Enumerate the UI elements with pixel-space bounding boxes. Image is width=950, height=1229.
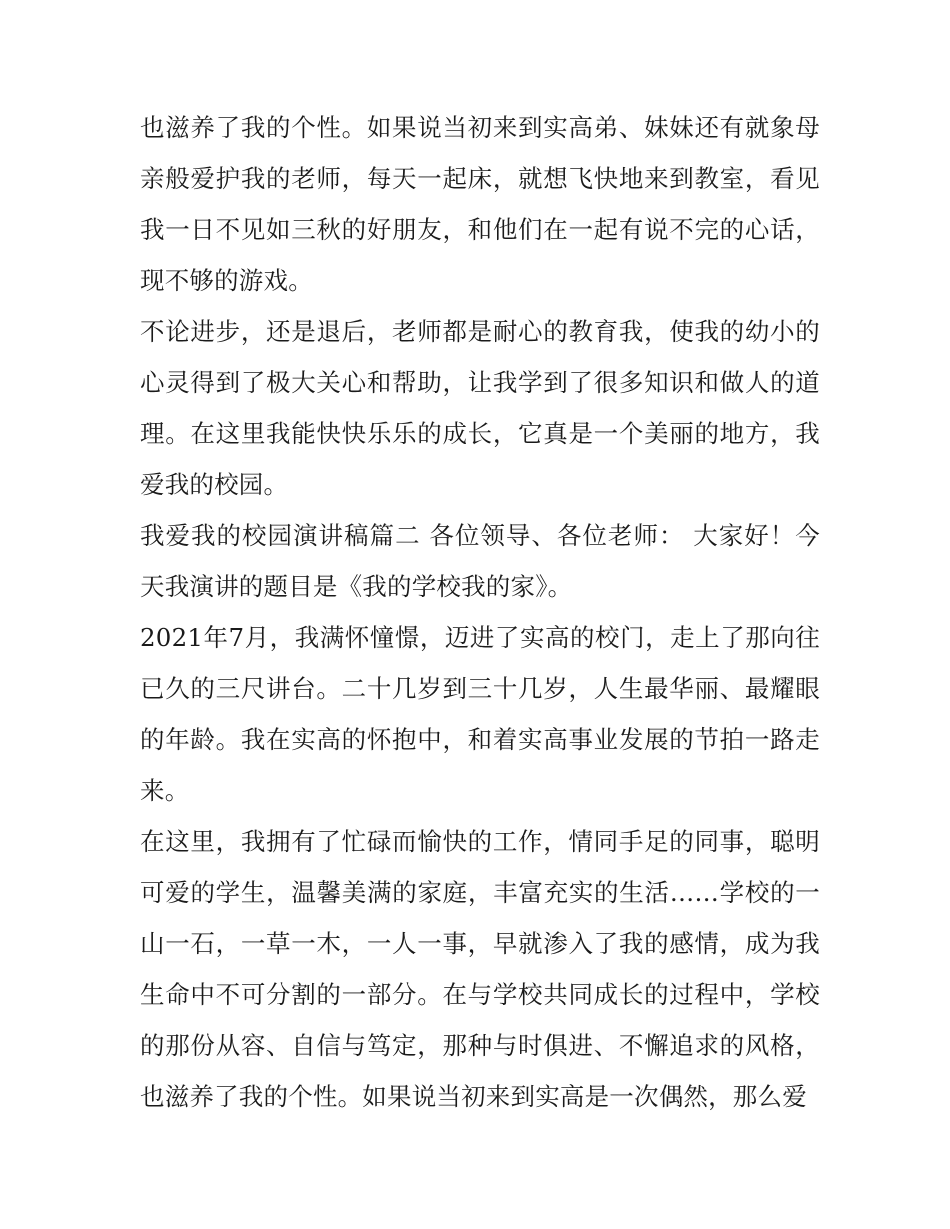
document-body	[140, 102, 820, 1122]
paragraph-1: 也滋养了我的个性。如果说当初来到实高弟、妹妹还有就象母亲般爱护我的老师，每天一起床，就想飞快地来到教室，看见我一日不见如三秋的好朋友，和他们在一起有说不完的心话，现不够的游戏。	[140, 113, 820, 295]
paragraph-4: 2021年7月，我满怀憧憬，迈进了实高的校门，走上了那向往已久的三尺讲台。二十几岁到三十几岁，人生最华丽、最耀眼的年龄。我在实高的怀抱中，和着实高事业发展的节拍一路走来。	[140, 623, 820, 805]
paragraph-2: 不论进步，还是退后，老师都是耐心的教育我，使我的幼小的心灵得到了极大关心和帮助，让我学到了很多知识和做人的道理。在这里我能快快乐乐的成长，它真是一个美丽的地方，我爱我的校园。	[140, 317, 820, 499]
paragraph-5: 在这里，我拥有了忙碌而愉快的工作，情同手足的同事，聪明可爱的学生，温馨美满的家庭，丰富充实的生活……学校的一山一石，一草一木，一人一事，早就渗入了我的感情，成为我生命中不可分割的一部分。在与学校共同成长的过程中，学校的那份从容、自信与笃定，那种与时俱进、不懈追求的风格，也滋养了我的个性。如果说当初来到实高是一次偶然，那么爱	[140, 827, 820, 1111]
paragraph-3: 我爱我的校园演讲稿篇二 各位领导、各位老师： 大家好！今天我演讲的题目是《我的学校我的家》。	[140, 521, 820, 601]
